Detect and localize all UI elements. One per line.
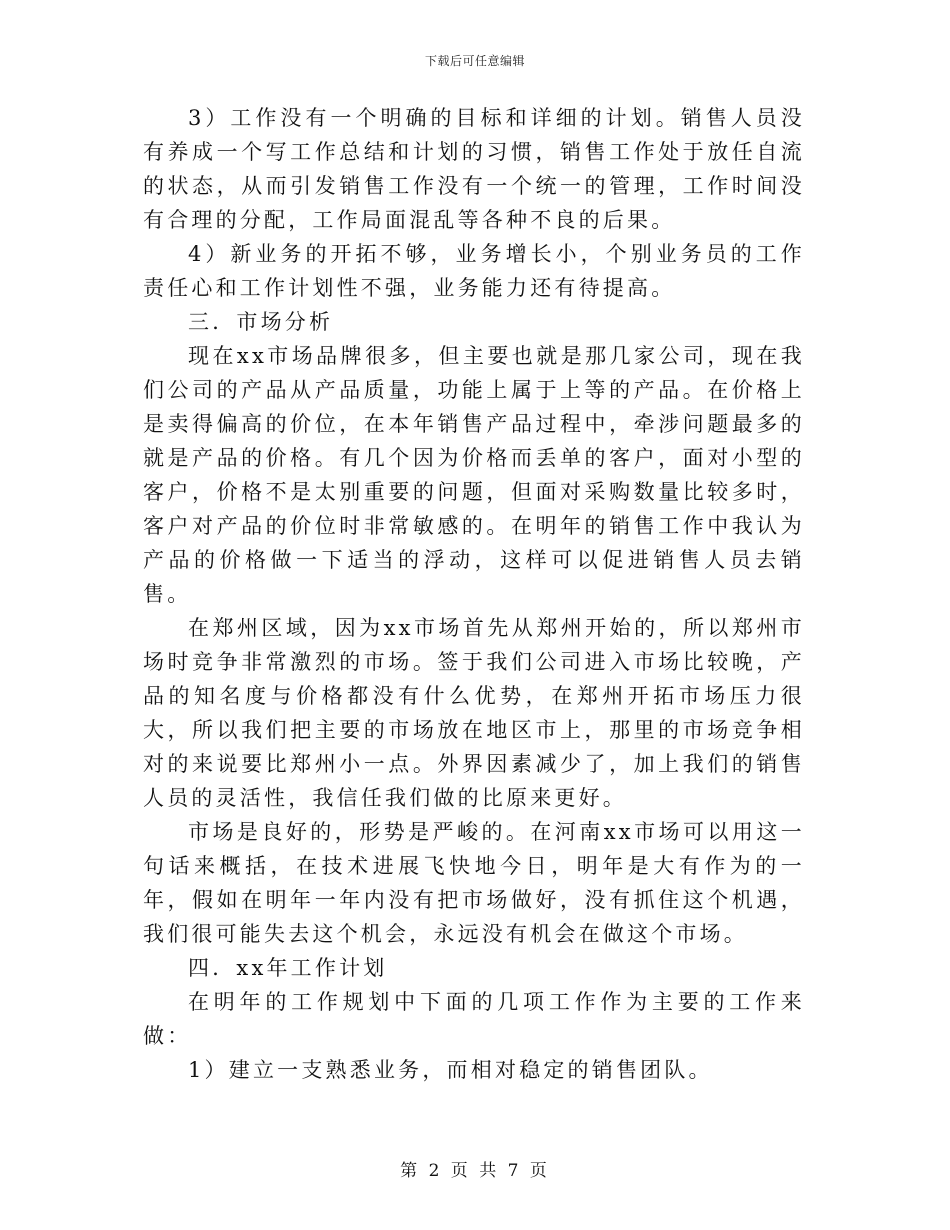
section-heading-market-analysis: 三．市场分析: [188, 310, 334, 334]
section-heading-work-plan: 四．xx年工作计划: [188, 956, 388, 980]
paragraph-problem-4: 4）新业务的开拓不够，业务增长小，个别业务员的工作责任心和工作计划性不强，业务能力还有待提高。: [143, 242, 805, 300]
paragraph-zhengzhou-region: 在郑州区域，因为xx市场首先从郑州开始的，所以郑州市场时竞争非常激烈的市场。签于我们公司进入市场比较晚，产品的知名度与价格都没有什么优势，在郑州开拓市场压力很大，所以我们把主要的市场放在地区市上，那里的市场竞争相对的来说要比郑州小一点。外界因素减少了，加上我们的销售人员的灵活性，我信任我们做的比原来更好。: [143, 616, 805, 810]
paragraph-plan-intro: 在明年的工作规划中下面的几项工作作为主要的工作来做：: [143, 990, 805, 1048]
document-body: [143, 101, 805, 1087]
paragraph-problem-3: 3）工作没有一个明确的目标和详细的计划。销售人员没有养成一个写工作总结和计划的习惯，销售工作处于放任自流的状态，从而引发销售工作没有一个统一的管理，工作时间没有合理的分配，工作局面混乱等各种不良的后果。: [143, 106, 805, 232]
paragraph-market-outlook: 市场是良好的，形势是严峻的。在河南xx市场可以用这一句话来概括，在技术进展飞快地今日，明年是大有作为的一年，假如在明年一年内没有把市场做好，没有抓住这个机遇，我们很可能失去这个机会，永远没有机会在做这个市场。: [143, 820, 805, 946]
page-header: 下载后可任意编辑: [424, 54, 525, 68]
paragraph-market-brands: 现在xx市场品牌很多，但主要也就是那几家公司，现在我们公司的产品从产品质量，功能上属于上等的产品。在价格上是卖得偏高的价位，在本年销售产品过程中，牵涉问题最多的就是产品的价格。有几个因为价格而丢单的客户，面对小型的客户，价格不是太别重要的问题，但面对采购数量比较多时，客户对产品的价位时非常敏感的。在明年的销售工作中我认为产品的价格做一下适当的浮动，这样可以促进销售人员去销售。: [143, 344, 805, 606]
paragraph-plan-item-1: 1）建立一支熟悉业务，而相对稳定的销售团队。: [188, 1058, 713, 1082]
page-footer: 第 2 页 共 7 页: [400, 1161, 550, 1181]
